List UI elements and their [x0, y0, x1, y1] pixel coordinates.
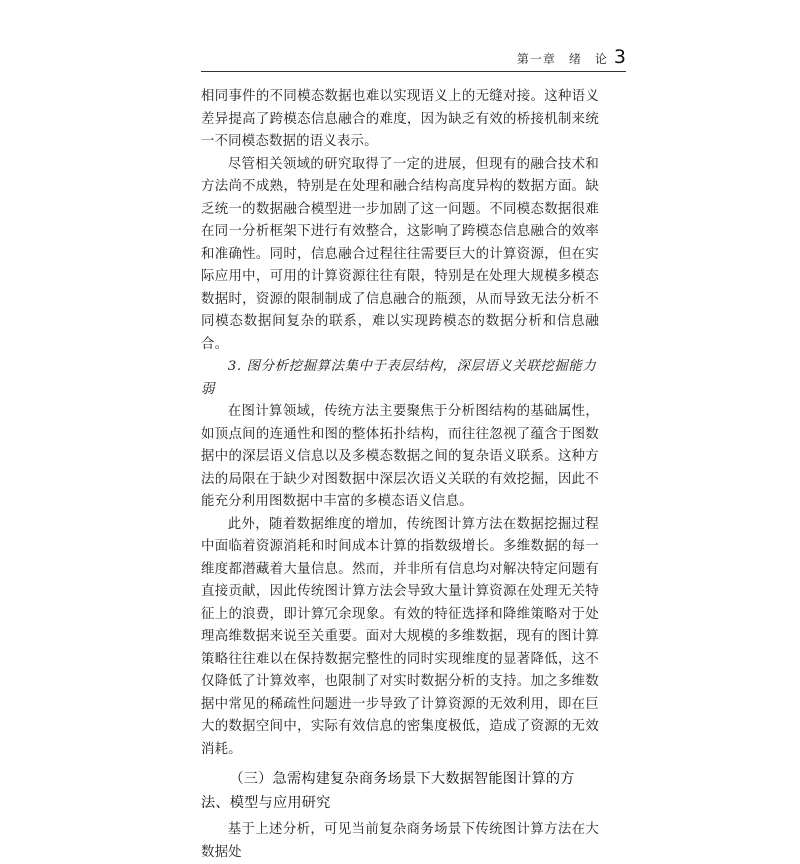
paragraph-fusion-immaturity: 尽管相关领域的研究取得了一定的进展，但现有的融合技术和方法尚不成熟，特别是在处理和融合结构高度异构的数据方面。缺乏统一的数据融合模型进一步加剧了这一问题。不同模态数据很难在同一分析框架下进行有效整合，这影响了跨模态信息融合的效率和准确性。同时，信息融合过程往往需要巨大的计算资源，但在实际应用中，可用的计算资源往往有限，特别是在处理大规模多模态数据时，资源的限制制成了信息融合的瓶颈，从而导致无法分析不同模态数据间复杂的联系，难以实现跨模态的数据分析和信息融合。 — [201, 156, 599, 352]
paragraph-graph-methods: 在图计算领域，传统方法主要聚焦于分析图结构的基础属性，如顶点间的连通性和图的整体拓扑结构，而往往忽视了蕴含于图数据中的深层语义信息以及多模态数据之间的复杂语义联系。这种方法的局限在于缺少对图数据中深层次语义关联的有效挖掘，因此不能充分利用图数据中丰富的多模态语义信息。 — [201, 404, 599, 509]
page-number: 3 — [613, 46, 626, 68]
chapter-title: 第一章 绪 论 — [516, 52, 608, 66]
header-rule — [201, 71, 626, 72]
body-text — [201, 86, 599, 864]
paragraph-continued: 相同事件的不同模态数据也难以实现语义上的无缝对接。这种语义差异提高了跨模态信息融合的难度，因为缺乏有效的桥接机制来统一不同模态数据的语义表示。 — [201, 89, 599, 149]
paragraph-dimensionality: 此外，随着数据维度的增加，传统图计算方法在数据挖掘过程中面临着资源消耗和时间成本计算的指数级增长。多维数据的每一维度都潜藏着大量信息。然而，并非所有信息均对解决特定问题有直接贡献，因此传统图计算方法会导致大量计算资源在处理无关特征上的浪费，即计算冗余现象。有效的特征选择和降维策略对于处理高维数据来说至关重要。面对大规模的多维数据，现有的图计算策略往往难以在保持数据完整性的同时实现维度的显著降低，这不仅降低了计算效率，也限制了对实时数据分析的支持。加之多维数据中常见的稀疏性问题进一步导致了计算资源的无效利用，即在巨大的数据空间中，实际有效信息的密集度极低，造成了资源的无效消耗。 — [201, 516, 599, 757]
running-header — [517, 46, 626, 68]
subheading-3: 3. 图分析挖掘算法集中于表层结构，深层语义关联挖掘能力弱 — [201, 359, 597, 397]
paragraph-summary-start: 基于上述分析，可见当前复杂商务场景下传统图计算方法在大数据处 — [201, 822, 599, 860]
section-heading-3: （三）急需构建复杂商务场景下大数据智能图计算的方法、模型与应用研究 — [201, 771, 575, 811]
